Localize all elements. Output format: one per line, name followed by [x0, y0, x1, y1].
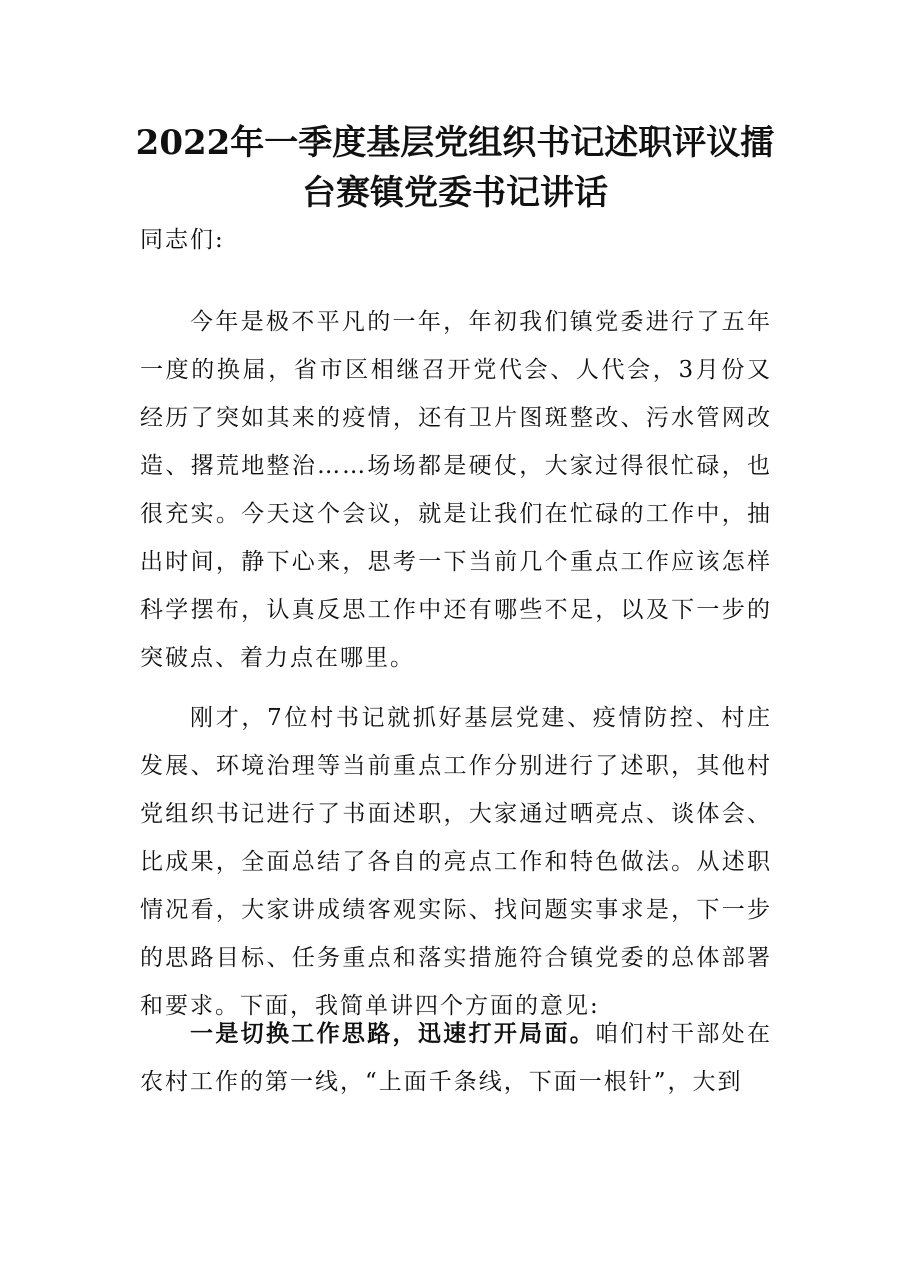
paragraph-3-lead: 一是切换工作思路，迅速打开局面。 — [190, 1020, 596, 1047]
paragraph-1: 今年是极不平凡的一年，年初我们镇党委进行了五年一度的换届，省市区相继召开党代会、人代会，3月份又经历了突如其来的疫情，还有卫片图斑整改、污水管网改造、撂荒地整治……场场都是硬仗，大家过得很忙碌，也很充实。今天这个会议，就是让我们在忙碌的工作中，抽出时间，静下心来，思考一下当前几个重点工作应该怎样科学摆布，认真反思工作中还有哪些不足，以及下一步的突破点、着力点在哪里。 — [140, 309, 772, 671]
salutation: 同志们: — [140, 227, 225, 253]
document-title: 2022年一季度基层党组织书记述职评议擂台赛镇党委书记讲话 — [135, 123, 775, 213]
paragraph-2: 刚才，7位村书记就抓好基层党建、疫情防控、村庄发展、环境治理等当前重点工作分别进行了述职，其他村党组织书记进行了书面述职，大家通过晒亮点、谈体会、比成果，全面总结了各自的亮点工作和特色做法。从述职情况看，大家讲成绩客观实际、找问题实事求是，下一步的思路目标、任务重点和落实措施符合镇党委的总体部署和要求。下面，我简单讲四个方面的意见: — [140, 705, 772, 1019]
paragraph-3 — [140, 1010, 772, 1106]
paragraph-3-text: 咱们村干部处在农村工作的第一线，“上面千条线，下面一根针”，大到 — [140, 1021, 773, 1095]
